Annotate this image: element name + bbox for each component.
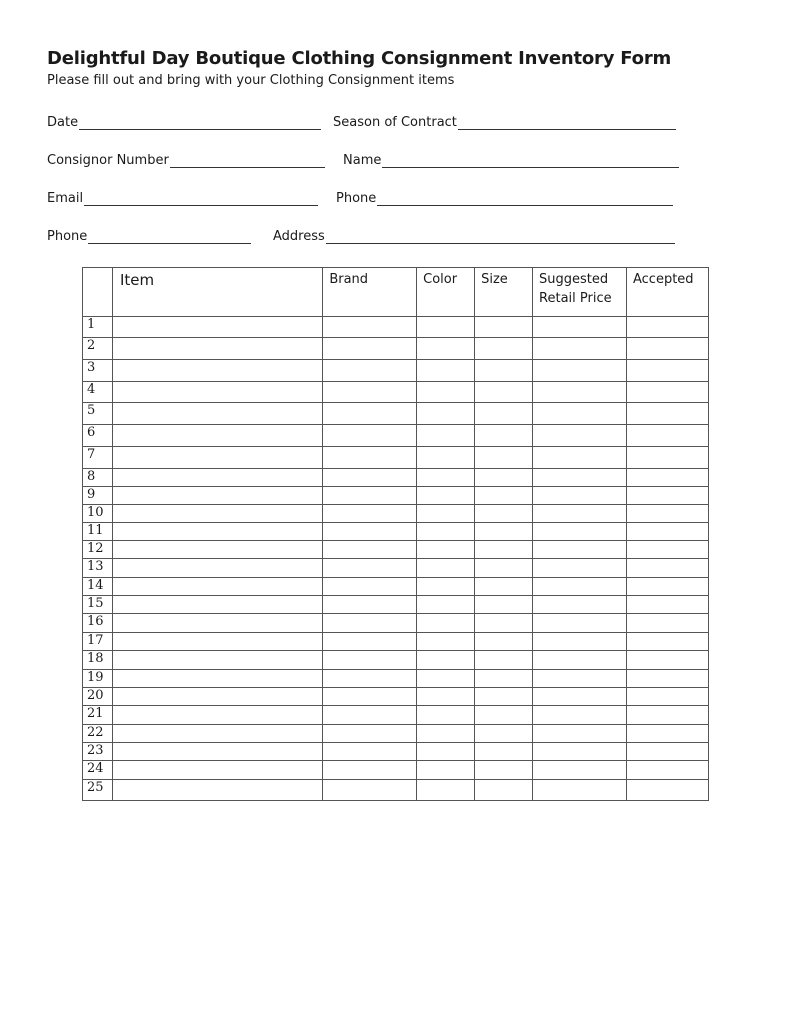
color-cell[interactable] [417,447,475,469]
table-row [83,338,709,360]
row-number: 13 [83,559,113,578]
size-cell[interactable] [475,743,533,761]
suggested-retail-price-cell[interactable] [533,469,627,487]
brand-cell[interactable] [323,317,417,338]
table-row [83,360,709,382]
column-header-suggested-retail-price: Suggested Retail Price [533,268,627,317]
size-cell[interactable] [475,578,533,596]
accepted-cell[interactable] [626,596,708,614]
item-cell[interactable] [112,578,322,596]
suggested-retail-price-cell[interactable] [533,596,627,614]
date-input-line[interactable] [79,117,321,130]
size-cell[interactable] [475,338,533,360]
brand-cell[interactable] [323,670,417,688]
suggested-retail-price-cell[interactable] [533,360,627,382]
item-cell[interactable] [112,447,322,469]
suggested-retail-price-cell[interactable] [533,541,627,559]
season-field[interactable] [333,115,676,130]
column-header-size: Size [475,268,533,317]
suggested-retail-price-cell[interactable] [533,780,627,801]
accepted-cell[interactable] [626,382,708,403]
brand-cell[interactable] [323,614,417,633]
column-header-color: Color [417,268,475,317]
season-input-line[interactable] [458,117,676,130]
size-cell[interactable] [475,780,533,801]
brand-cell[interactable] [323,559,417,578]
accepted-cell[interactable] [626,487,708,505]
brand-cell[interactable] [323,725,417,743]
color-cell[interactable] [417,688,475,706]
brand-cell[interactable] [323,403,417,425]
color-cell[interactable] [417,633,475,651]
row-number: 3 [83,360,113,382]
brand-cell[interactable] [323,596,417,614]
color-cell[interactable] [417,469,475,487]
phone-field-2[interactable] [47,229,251,244]
table-row [83,743,709,761]
size-cell[interactable] [475,651,533,670]
table-row [83,633,709,651]
accepted-cell[interactable] [626,505,708,523]
size-cell[interactable] [475,614,533,633]
item-cell[interactable] [112,633,322,651]
row-number: 19 [83,670,113,688]
suggested-retail-price-cell[interactable] [533,761,627,780]
accepted-cell[interactable] [626,725,708,743]
row-number: 12 [83,541,113,559]
column-header-item: Item [112,268,322,317]
table-row [83,596,709,614]
row-number: 4 [83,382,113,403]
item-cell[interactable] [112,596,322,614]
row-number: 22 [83,725,113,743]
item-cell[interactable] [112,780,322,801]
email-field[interactable] [47,191,318,206]
accepted-cell[interactable] [626,670,708,688]
suggested-retail-price-cell[interactable] [533,743,627,761]
consignor-number-input-line[interactable] [170,155,325,168]
brand-cell[interactable] [323,633,417,651]
brand-cell[interactable] [323,523,417,541]
brand-cell[interactable] [323,487,417,505]
table-row [83,469,709,487]
suggested-retail-price-cell[interactable] [533,578,627,596]
brand-cell[interactable] [323,578,417,596]
table-row [83,403,709,425]
brand-cell[interactable] [323,447,417,469]
name-label: Name [343,153,382,168]
item-cell[interactable] [112,651,322,670]
item-cell[interactable] [112,523,322,541]
suggested-retail-price-cell[interactable] [533,670,627,688]
item-cell[interactable] [112,559,322,578]
color-cell[interactable] [417,578,475,596]
brand-cell[interactable] [323,706,417,725]
date-field[interactable] [47,115,321,130]
form-title: Delightful Day Boutique Clothing Consignment Inventory Form [47,48,672,69]
accepted-cell[interactable] [626,338,708,360]
color-cell[interactable] [417,487,475,505]
column-header-number [83,268,113,317]
item-cell[interactable] [112,403,322,425]
color-cell[interactable] [417,541,475,559]
size-cell[interactable] [475,596,533,614]
item-cell[interactable] [112,487,322,505]
email-input-line[interactable] [84,193,318,206]
color-cell[interactable] [417,651,475,670]
suggested-retail-price-cell[interactable] [533,317,627,338]
table-row [83,317,709,338]
row-number: 18 [83,651,113,670]
size-cell[interactable] [475,487,533,505]
accepted-cell[interactable] [626,743,708,761]
address-input-line[interactable] [326,231,675,244]
table-row [83,651,709,670]
size-cell[interactable] [475,360,533,382]
item-cell[interactable] [112,743,322,761]
address-label: Address [273,229,325,244]
brand-cell[interactable] [323,505,417,523]
row-number: 2 [83,338,113,360]
accepted-cell[interactable] [626,403,708,425]
phone-input-line-1[interactable] [377,193,673,206]
brand-cell[interactable] [323,743,417,761]
accepted-cell[interactable] [626,541,708,559]
table-row [83,559,709,578]
item-cell[interactable] [112,338,322,360]
size-cell[interactable] [475,559,533,578]
table-row [83,382,709,403]
color-cell[interactable] [417,338,475,360]
table-row [83,447,709,469]
address-field[interactable] [273,229,675,244]
column-header-brand: Brand [323,268,417,317]
accepted-cell[interactable] [626,469,708,487]
item-cell[interactable] [112,360,322,382]
row-number: 24 [83,761,113,780]
accepted-cell[interactable] [626,559,708,578]
row-number: 14 [83,578,113,596]
name-input-line[interactable] [382,155,679,168]
consignor-number-label: Consignor Number [47,153,169,168]
suggested-retail-price-cell[interactable] [533,614,627,633]
size-cell[interactable] [475,633,533,651]
season-label: Season of Contract [333,115,457,130]
table-row [83,688,709,706]
row-number: 10 [83,505,113,523]
size-cell[interactable] [475,523,533,541]
color-cell[interactable] [417,559,475,578]
size-cell[interactable] [475,725,533,743]
color-cell[interactable] [417,596,475,614]
item-cell[interactable] [112,317,322,338]
color-cell[interactable] [417,670,475,688]
size-cell[interactable] [475,317,533,338]
accepted-cell[interactable] [626,523,708,541]
row-number: 9 [83,487,113,505]
suggested-retail-price-cell[interactable] [533,688,627,706]
suggested-retail-price-cell[interactable] [533,706,627,725]
color-cell[interactable] [417,761,475,780]
phone-label-1: Phone [336,191,377,206]
suggested-retail-price-cell[interactable] [533,651,627,670]
row-number: 20 [83,688,113,706]
brand-cell[interactable] [323,541,417,559]
size-cell[interactable] [475,425,533,447]
row-number: 11 [83,523,113,541]
suggested-retail-price-cell[interactable] [533,403,627,425]
table-header-row [83,268,709,317]
accepted-cell[interactable] [626,633,708,651]
size-cell[interactable] [475,706,533,725]
row-number: 8 [83,469,113,487]
brand-cell[interactable] [323,338,417,360]
brand-cell[interactable] [323,651,417,670]
brand-cell[interactable] [323,761,417,780]
size-cell[interactable] [475,469,533,487]
suggested-retail-price-cell[interactable] [533,338,627,360]
color-cell[interactable] [417,382,475,403]
color-cell[interactable] [417,614,475,633]
item-cell[interactable] [112,614,322,633]
brand-cell[interactable] [323,360,417,382]
accepted-cell[interactable] [626,360,708,382]
accepted-cell[interactable] [626,614,708,633]
size-cell[interactable] [475,505,533,523]
item-cell[interactable] [112,469,322,487]
accepted-cell[interactable] [626,578,708,596]
table-row [83,487,709,505]
table-row [83,761,709,780]
row-number: 7 [83,447,113,469]
suggested-retail-price-cell[interactable] [533,559,627,578]
row-number: 17 [83,633,113,651]
accepted-cell[interactable] [626,425,708,447]
item-cell[interactable] [112,505,322,523]
row-number: 23 [83,743,113,761]
table-row [83,523,709,541]
suggested-retail-price-cell[interactable] [533,487,627,505]
form-subtitle: Please fill out and bring with your Clothing Consignment items [47,73,455,88]
size-cell[interactable] [475,382,533,403]
size-cell[interactable] [475,541,533,559]
brand-cell[interactable] [323,382,417,403]
consignor-number-field[interactable] [47,153,325,168]
item-cell[interactable] [112,541,322,559]
item-cell[interactable] [112,425,322,447]
color-cell[interactable] [417,743,475,761]
accepted-cell[interactable] [626,447,708,469]
table-row [83,670,709,688]
color-cell[interactable] [417,425,475,447]
brand-cell[interactable] [323,469,417,487]
accepted-cell[interactable] [626,761,708,780]
row-number: 6 [83,425,113,447]
size-cell[interactable] [475,447,533,469]
table-row [83,614,709,633]
size-cell[interactable] [475,688,533,706]
suggested-retail-price-cell[interactable] [533,382,627,403]
name-field[interactable] [343,153,679,168]
item-cell[interactable] [112,761,322,780]
suggested-retail-price-cell[interactable] [533,633,627,651]
accepted-cell[interactable] [626,706,708,725]
accepted-cell[interactable] [626,780,708,801]
size-cell[interactable] [475,761,533,780]
column-header-accepted: Accepted [626,268,708,317]
suggested-retail-price-cell[interactable] [533,505,627,523]
size-cell[interactable] [475,403,533,425]
accepted-cell[interactable] [626,651,708,670]
suggested-retail-price-cell[interactable] [533,425,627,447]
row-number: 1 [83,317,113,338]
row-number: 15 [83,596,113,614]
inventory-table [82,267,709,801]
item-cell[interactable] [112,688,322,706]
item-cell[interactable] [112,382,322,403]
row-number: 25 [83,780,113,801]
table-row [83,578,709,596]
table-row [83,725,709,743]
table-row [83,780,709,801]
phone-label-2: Phone [47,229,88,244]
table-row [83,425,709,447]
brand-cell[interactable] [323,688,417,706]
color-cell[interactable] [417,706,475,725]
item-cell[interactable] [112,670,322,688]
accepted-cell[interactable] [626,688,708,706]
table-row [83,505,709,523]
color-cell[interactable] [417,403,475,425]
phone-field-1[interactable] [336,191,673,206]
brand-cell[interactable] [323,780,417,801]
row-number: 16 [83,614,113,633]
item-cell[interactable] [112,706,322,725]
size-cell[interactable] [475,670,533,688]
row-number: 5 [83,403,113,425]
color-cell[interactable] [417,360,475,382]
row-number: 21 [83,706,113,725]
color-cell[interactable] [417,523,475,541]
brand-cell[interactable] [323,425,417,447]
color-cell[interactable] [417,780,475,801]
table-row [83,541,709,559]
email-label: Email [47,191,84,206]
color-cell[interactable] [417,317,475,338]
color-cell[interactable] [417,725,475,743]
phone-input-line-2[interactable] [88,231,251,244]
date-label: Date [47,115,79,130]
suggested-retail-price-cell[interactable] [533,725,627,743]
accepted-cell[interactable] [626,317,708,338]
suggested-retail-price-cell[interactable] [533,447,627,469]
item-cell[interactable] [112,725,322,743]
table-row [83,706,709,725]
suggested-retail-price-cell[interactable] [533,523,627,541]
color-cell[interactable] [417,505,475,523]
